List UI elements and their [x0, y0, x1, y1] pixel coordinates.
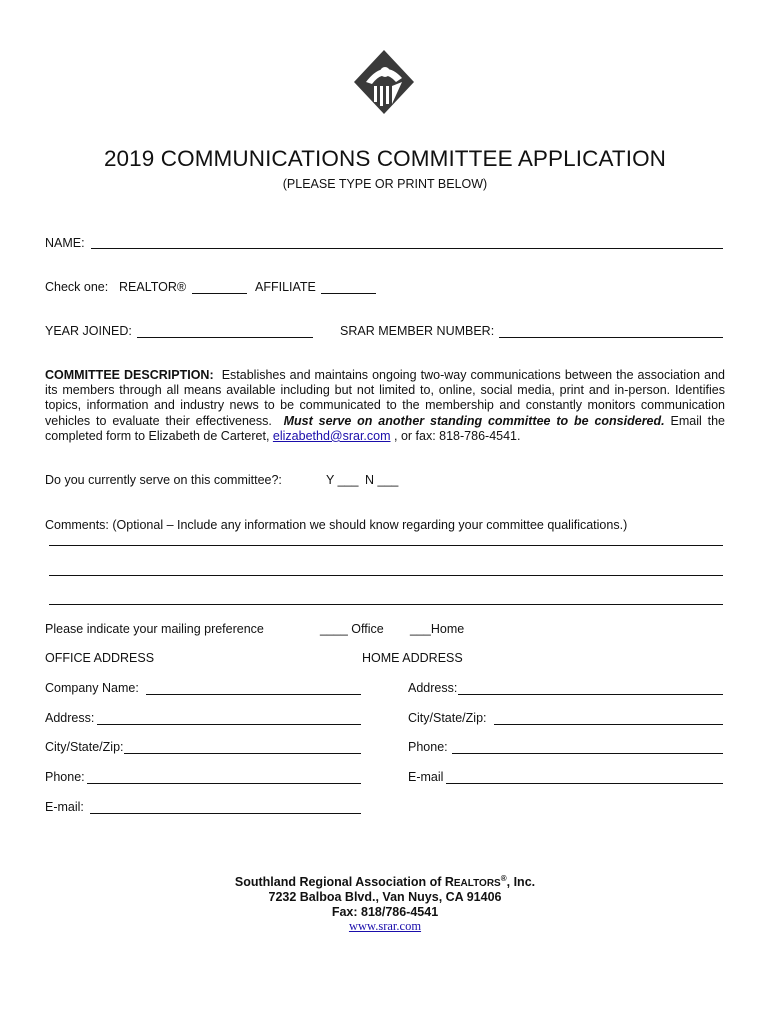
contact-email-link[interactable]: elizabethd@srar.com	[272, 428, 391, 443]
office-company-label: Company Name:	[45, 681, 139, 695]
home-address-heading: HOME ADDRESS	[362, 651, 463, 665]
affiliate-checkbox-line[interactable]	[321, 293, 376, 294]
office-address-heading: OFFICE ADDRESS	[45, 651, 155, 665]
comments-line-1[interactable]	[49, 545, 723, 546]
description-text: Establishes and maintains ongoing two-way communications between the association and its members through all means available including but not limited to, online, social media, print and in-person. Identifies topics, information and industry news to be communicated to the membership and constantly monitors communication vehicles to evaluate their effectiveness.	[45, 368, 725, 428]
footer-fax: Fax: 818/786-4541	[331, 905, 439, 919]
home-phone-label: Phone:	[408, 740, 448, 754]
contact-prefix: Email the completed form to Elizabeth de Carteret,	[45, 413, 726, 443]
serve-no-option[interactable]: N ___	[365, 473, 399, 487]
home-address-field[interactable]	[458, 694, 723, 695]
comments-label: Comments: (Optional – Include any information we should know regarding your committee qualifications.)	[45, 518, 628, 532]
office-address-field[interactable]	[97, 724, 361, 725]
committee-description	[45, 368, 725, 444]
office-address-label: Address:	[45, 711, 95, 725]
office-phone-field[interactable]	[87, 783, 361, 784]
office-phone-label: Phone:	[45, 770, 85, 784]
mailing-home-option[interactable]: ___Home	[410, 622, 465, 636]
comments-line-3[interactable]	[49, 604, 723, 605]
form-title: 2019 COMMUNICATIONS COMMITTEE APPLICATION	[103, 146, 667, 171]
home-city-field[interactable]	[494, 724, 723, 725]
realtor-checkbox-line[interactable]	[192, 293, 247, 294]
mailing-preference-label: Please indicate your mailing preference	[45, 622, 264, 636]
footer-address: 7232 Balboa Blvd., Van Nuys, CA 91406	[268, 890, 502, 904]
office-city-field[interactable]	[124, 753, 361, 754]
serve-question: Do you currently serve on this committee?:	[45, 473, 282, 487]
office-email-label: E-mail:	[45, 800, 84, 814]
contact-suffix: , or fax: 818-786-4541.	[394, 428, 521, 443]
home-city-label: City/State/Zip:	[408, 711, 487, 725]
description-heading: COMMITTEE DESCRIPTION:	[45, 368, 214, 382]
serve-yes-option[interactable]: Y ___	[326, 473, 359, 487]
home-email-field[interactable]	[446, 783, 723, 784]
affiliate-label: AFFILIATE	[255, 280, 316, 294]
name-field[interactable]	[91, 248, 723, 249]
name-label: NAME:	[45, 236, 85, 250]
year-joined-field[interactable]	[137, 337, 313, 338]
year-joined-label: YEAR JOINED:	[45, 324, 132, 338]
office-company-field[interactable]	[146, 694, 361, 695]
office-city-label: City/State/Zip:	[45, 740, 124, 754]
home-email-label: E-mail	[408, 770, 444, 784]
home-address-label: Address:	[408, 681, 458, 695]
member-number-label: SRAR MEMBER NUMBER:	[340, 324, 495, 338]
association-logo	[352, 48, 416, 118]
footer-website-link[interactable]: www.srar.com	[348, 919, 422, 933]
home-phone-field[interactable]	[452, 753, 723, 754]
comments-line-2[interactable]	[49, 575, 723, 576]
realtor-label: REALTOR®	[119, 280, 187, 294]
mailing-office-option[interactable]: ____ Office	[320, 622, 384, 636]
description-emphasis: Must serve on another standing committee to be considered.	[283, 413, 665, 428]
form-subtitle: (PLEASE TYPE OR PRINT BELOW)	[282, 177, 488, 191]
check-one-label: Check one:	[45, 280, 109, 294]
footer-org-name: Southland Regional Association of REALTORS®, Inc.	[234, 874, 536, 890]
office-email-field[interactable]	[90, 813, 361, 814]
member-number-field[interactable]	[499, 337, 723, 338]
